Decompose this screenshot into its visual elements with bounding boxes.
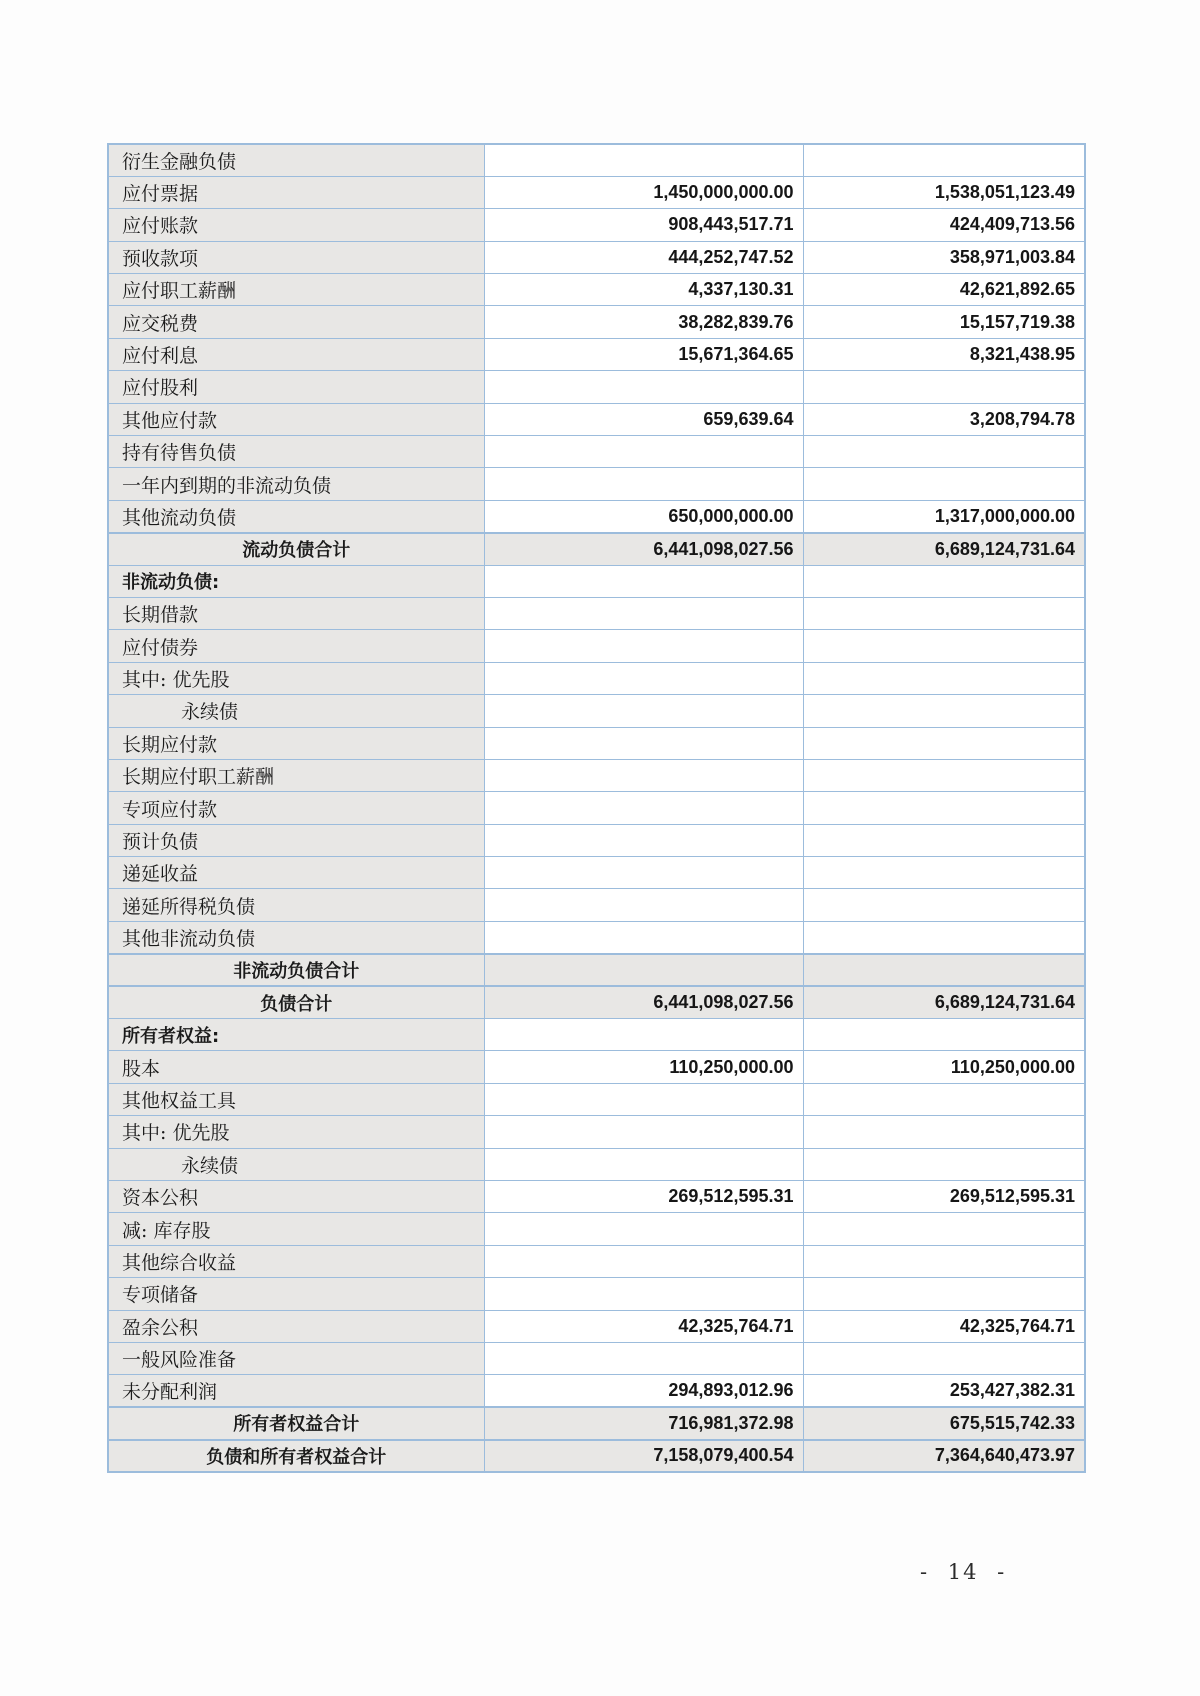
value-previous-period: 253,427,382.31 xyxy=(803,1375,1085,1407)
value-previous-period: 6,689,124,731.64 xyxy=(803,533,1085,565)
row-label: 其他非流动负债 xyxy=(108,921,484,953)
value-previous-period xyxy=(803,824,1085,856)
row-label: 减: 库存股 xyxy=(108,1213,484,1245)
value-previous-period xyxy=(803,1019,1085,1051)
value-current-period xyxy=(484,1116,803,1148)
row-label: 非流动负债合计 xyxy=(108,954,484,986)
value-current-period: 42,325,764.71 xyxy=(484,1310,803,1342)
value-previous-period xyxy=(803,759,1085,791)
row-label: 应付票据 xyxy=(108,176,484,208)
table-row xyxy=(108,306,1085,338)
row-label: 其他权益工具 xyxy=(108,1083,484,1115)
value-previous-period xyxy=(803,1342,1085,1374)
value-current-period xyxy=(484,468,803,500)
table-row xyxy=(108,1181,1085,1213)
value-current-period xyxy=(484,1019,803,1051)
row-label: 递延所得税负债 xyxy=(108,889,484,921)
value-previous-period xyxy=(803,1116,1085,1148)
value-current-period xyxy=(484,662,803,694)
value-current-period xyxy=(484,759,803,791)
value-current-period xyxy=(484,144,803,176)
table-row xyxy=(108,1245,1085,1277)
table-row xyxy=(108,1342,1085,1374)
table-row xyxy=(108,371,1085,403)
value-current-period: 4,337,130.31 xyxy=(484,274,803,306)
value-previous-period xyxy=(803,662,1085,694)
value-current-period: 269,512,595.31 xyxy=(484,1181,803,1213)
page-number: - 14 - xyxy=(920,1560,1007,1584)
row-label: 所有者权益: xyxy=(108,1019,484,1051)
value-previous-period: 1,317,000,000.00 xyxy=(803,500,1085,532)
row-label: 预收款项 xyxy=(108,241,484,273)
value-current-period: 15,671,364.65 xyxy=(484,338,803,370)
row-label: 一般风险准备 xyxy=(108,1342,484,1374)
table-row xyxy=(108,565,1085,597)
table-row xyxy=(108,500,1085,532)
value-previous-period xyxy=(803,630,1085,662)
row-label: 其他流动负债 xyxy=(108,500,484,532)
table-row xyxy=(108,857,1085,889)
value-current-period: 444,252,747.52 xyxy=(484,241,803,273)
table-row xyxy=(108,662,1085,694)
row-label: 长期应付款 xyxy=(108,727,484,759)
table-row xyxy=(108,792,1085,824)
row-label: 资本公积 xyxy=(108,1181,484,1213)
row-label: 其他应付款 xyxy=(108,403,484,435)
value-current-period xyxy=(484,1342,803,1374)
value-previous-period xyxy=(803,1245,1085,1277)
row-label: 预计负债 xyxy=(108,824,484,856)
value-previous-period: 424,409,713.56 xyxy=(803,209,1085,241)
row-label: 专项储备 xyxy=(108,1278,484,1310)
value-previous-period xyxy=(803,889,1085,921)
value-current-period xyxy=(484,1083,803,1115)
row-label: 盈余公积 xyxy=(108,1310,484,1342)
value-previous-period xyxy=(803,468,1085,500)
value-previous-period xyxy=(803,727,1085,759)
value-previous-period xyxy=(803,1213,1085,1245)
table-row xyxy=(108,1213,1085,1245)
value-current-period: 294,893,012.96 xyxy=(484,1375,803,1407)
table-row xyxy=(108,695,1085,727)
value-current-period xyxy=(484,921,803,953)
balance-sheet-body xyxy=(108,144,1085,1472)
value-previous-period xyxy=(803,144,1085,176)
table-row xyxy=(108,1407,1085,1439)
value-previous-period: 358,971,003.84 xyxy=(803,241,1085,273)
table-row xyxy=(108,176,1085,208)
row-label: 应付利息 xyxy=(108,338,484,370)
value-current-period: 38,282,839.76 xyxy=(484,306,803,338)
value-current-period xyxy=(484,371,803,403)
row-label: 持有待售负债 xyxy=(108,436,484,468)
value-current-period xyxy=(484,436,803,468)
table-row xyxy=(108,1278,1085,1310)
value-current-period xyxy=(484,824,803,856)
value-previous-period: 8,321,438.95 xyxy=(803,338,1085,370)
row-label: 应付账款 xyxy=(108,209,484,241)
value-current-period xyxy=(484,1245,803,1277)
table-row xyxy=(108,403,1085,435)
table-row xyxy=(108,824,1085,856)
value-current-period xyxy=(484,597,803,629)
table-row xyxy=(108,630,1085,662)
value-current-period xyxy=(484,954,803,986)
value-current-period xyxy=(484,565,803,597)
row-label: 一年内到期的非流动负债 xyxy=(108,468,484,500)
row-label: 长期借款 xyxy=(108,597,484,629)
table-row xyxy=(108,436,1085,468)
row-label: 应付职工薪酬 xyxy=(108,274,484,306)
row-label: 长期应付职工薪酬 xyxy=(108,759,484,791)
value-previous-period: 42,325,764.71 xyxy=(803,1310,1085,1342)
value-current-period: 6,441,098,027.56 xyxy=(484,533,803,565)
value-current-period xyxy=(484,727,803,759)
value-previous-period: 6,689,124,731.64 xyxy=(803,986,1085,1018)
row-label: 非流动负债: xyxy=(108,565,484,597)
table-row xyxy=(108,759,1085,791)
table-row xyxy=(108,241,1085,273)
value-previous-period xyxy=(803,565,1085,597)
table-row xyxy=(108,954,1085,986)
value-previous-period: 3,208,794.78 xyxy=(803,403,1085,435)
value-current-period: 659,639.64 xyxy=(484,403,803,435)
table-row xyxy=(108,338,1085,370)
value-previous-period xyxy=(803,921,1085,953)
value-previous-period: 675,515,742.33 xyxy=(803,1407,1085,1439)
value-current-period xyxy=(484,889,803,921)
table-row xyxy=(108,533,1085,565)
table-row xyxy=(108,1051,1085,1083)
table-row xyxy=(108,597,1085,629)
table-row xyxy=(108,468,1085,500)
row-label: 应付股利 xyxy=(108,371,484,403)
value-previous-period xyxy=(803,792,1085,824)
value-previous-period: 110,250,000.00 xyxy=(803,1051,1085,1083)
row-label: 永续债 xyxy=(108,1148,484,1180)
value-current-period: 650,000,000.00 xyxy=(484,500,803,532)
value-previous-period: 269,512,595.31 xyxy=(803,1181,1085,1213)
value-previous-period: 1,538,051,123.49 xyxy=(803,176,1085,208)
table-row xyxy=(108,889,1085,921)
value-current-period: 1,450,000,000.00 xyxy=(484,176,803,208)
value-previous-period xyxy=(803,597,1085,629)
table-row xyxy=(108,274,1085,306)
value-previous-period xyxy=(803,954,1085,986)
value-previous-period xyxy=(803,436,1085,468)
value-previous-period xyxy=(803,857,1085,889)
row-label: 应交税费 xyxy=(108,306,484,338)
table-row xyxy=(108,1083,1085,1115)
value-current-period: 908,443,517.71 xyxy=(484,209,803,241)
table-row xyxy=(108,1375,1085,1407)
value-current-period xyxy=(484,857,803,889)
value-previous-period xyxy=(803,1278,1085,1310)
row-label: 应付债券 xyxy=(108,630,484,662)
row-label: 其他综合收益 xyxy=(108,1245,484,1277)
row-label: 其中: 优先股 xyxy=(108,662,484,694)
table-row xyxy=(108,986,1085,1018)
value-current-period xyxy=(484,630,803,662)
value-current-period: 110,250,000.00 xyxy=(484,1051,803,1083)
value-current-period xyxy=(484,792,803,824)
value-previous-period xyxy=(803,371,1085,403)
value-previous-period xyxy=(803,695,1085,727)
value-current-period xyxy=(484,1213,803,1245)
row-label: 负债和所有者权益合计 xyxy=(108,1440,484,1472)
value-previous-period xyxy=(803,1148,1085,1180)
row-label: 未分配利润 xyxy=(108,1375,484,1407)
value-current-period: 716,981,372.98 xyxy=(484,1407,803,1439)
row-label: 衍生金融负债 xyxy=(108,144,484,176)
table-row xyxy=(108,1440,1085,1472)
row-label: 负债合计 xyxy=(108,986,484,1018)
row-label: 递延收益 xyxy=(108,857,484,889)
value-current-period xyxy=(484,1148,803,1180)
value-previous-period: 15,157,719.38 xyxy=(803,306,1085,338)
table-row xyxy=(108,921,1085,953)
row-label: 所有者权益合计 xyxy=(108,1407,484,1439)
row-label: 永续债 xyxy=(108,695,484,727)
table-row xyxy=(108,144,1085,176)
value-current-period: 6,441,098,027.56 xyxy=(484,986,803,1018)
value-current-period: 7,158,079,400.54 xyxy=(484,1440,803,1472)
row-label: 股本 xyxy=(108,1051,484,1083)
table-row xyxy=(108,1019,1085,1051)
table-row xyxy=(108,1148,1085,1180)
value-current-period xyxy=(484,695,803,727)
value-previous-period: 7,364,640,473.97 xyxy=(803,1440,1085,1472)
row-label: 其中: 优先股 xyxy=(108,1116,484,1148)
value-previous-period xyxy=(803,1083,1085,1115)
balance-sheet-table xyxy=(107,143,1086,1473)
value-current-period xyxy=(484,1278,803,1310)
table-row xyxy=(108,1310,1085,1342)
table-row xyxy=(108,1116,1085,1148)
row-label: 专项应付款 xyxy=(108,792,484,824)
row-label: 流动负债合计 xyxy=(108,533,484,565)
value-previous-period: 42,621,892.65 xyxy=(803,274,1085,306)
table-row xyxy=(108,209,1085,241)
table-row xyxy=(108,727,1085,759)
